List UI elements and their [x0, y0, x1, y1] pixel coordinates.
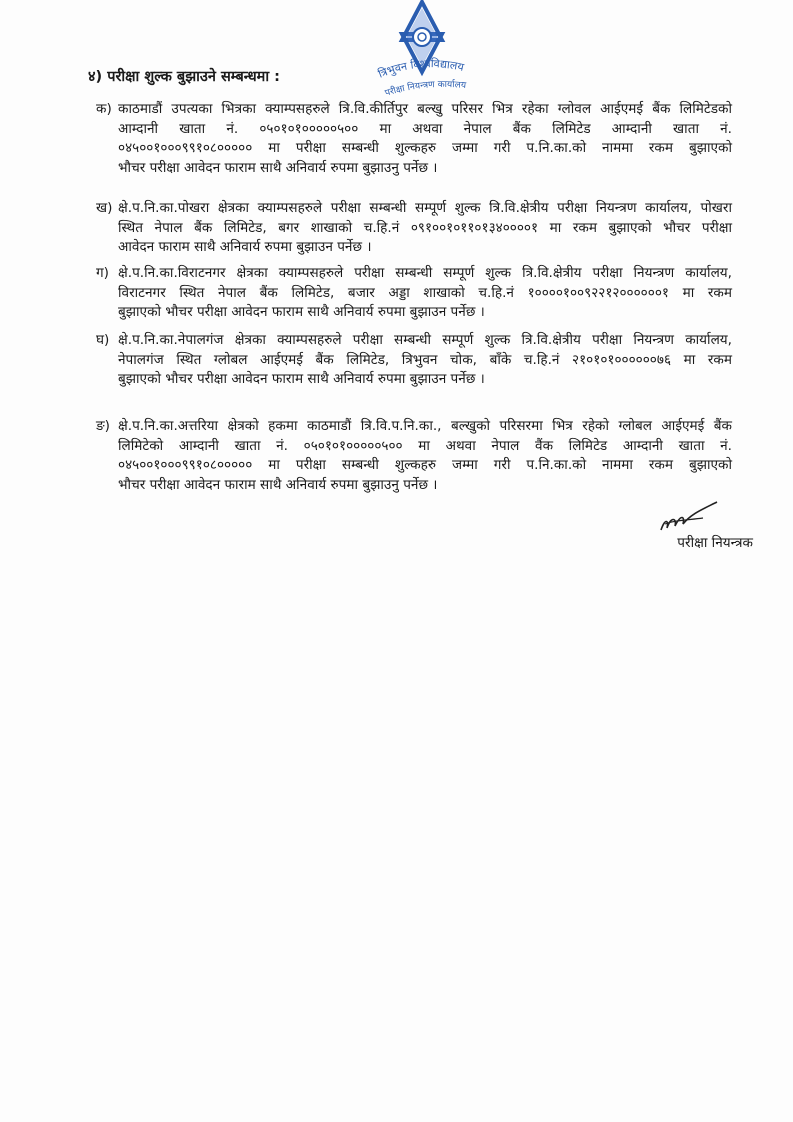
paragraph-body [118, 100, 732, 178]
paragraph-body [118, 417, 732, 495]
paragraph-3 [96, 264, 732, 323]
text-line: क्षे.प.नि.का.नेपालगंज क्षेत्रका क्याम्पसहरुले परीक्षा सम्बन्धी सम्पूर्ण शुल्क त्रि.वि.क्षेत्रीय परीक्षा नियन्त्रण कार्यालय, [118, 332, 732, 348]
paragraph-body [118, 331, 732, 390]
paragraph-label: ख) [96, 200, 113, 216]
text-line: ०४५००१०००९९१०८००००० मा परीक्षा सम्बन्धी शुल्कहरु जम्मा गरी प.नि.का.को नाममा रकम बुझाएको [118, 457, 732, 473]
text-line: विराटनगर स्थित नेपाल बैंक लिमिटेड, बजार अड्डा शाखाको च.हि.नं १००००१००९२२१२००००००१ मा रकम [118, 284, 732, 301]
seal-text-bottom: परीक्षा नियन्त्रण कार्यालय [383, 79, 467, 99]
section-heading: ४) परीक्षा शुल्क बुझाउने सम्बन्धमा : [88, 69, 280, 85]
text-line: भौचर परीक्षा आवेदन फाराम साथै अनिवार्य रुपमा बुझाउनु पर्नेछ । [118, 476, 438, 493]
text-line: लिमिटेको आम्दानी खाता नं. ०५०१०१०००००५०० मा अथवा नेपाल वैंक लिमिटेड आम्दानी खाता नं. [118, 437, 732, 454]
paragraph-body [118, 264, 732, 323]
svg-text:त्रिभुवन विश्वविद्यालय [376, 57, 465, 81]
text-line: स्थित नेपाल बैंक लिमिटेड, बगर शाखाको च.हि.नं ०९१००१०११०१३४००००१ मा रकम बुझाएको भौचर परीक्षा [118, 219, 732, 236]
signer-title: परीक्षा नियन्त्रक [677, 535, 753, 551]
text-line: क्षे.प.नि.का.पोखरा क्षेत्रका क्याम्पसहरुले परीक्षा सम्बन्धी सम्पूर्ण शुल्क त्रि.वि.क्षेत्रीय परीक्षा नियन्त्रण कार्यालय, पोखरा [118, 200, 732, 216]
text-line: बुझाएको भौचर परीक्षा आवेदन फाराम साथै अनिवार्य रुपमा बुझाउन पर्नेछ । [118, 304, 485, 320]
text-line: नेपालगंज स्थित ग्लोबल आईएमई बैंक लिमिटेड, त्रिभुवन चोक, बाँके च.हि.नं २१०१०१००००००७६ मा रकम [118, 351, 732, 368]
text-line: क्षे.प.नि.का.विराटनगर क्षेत्रका क्याम्पसहरुले परीक्षा सम्बन्धी सम्पूर्ण शुल्क त्रि.वि.क्षेत्रीय परीक्षा नियन्त्रण कार्यालय, [118, 265, 732, 281]
text-line: आम्दानी खाता नं. ०५०१०१०००००५०० मा अथवा नेपाल बैंक लिमिटेड आम्दानी खाता नं. [118, 120, 732, 137]
signature-icon [655, 500, 725, 536]
paragraph-2 [96, 199, 732, 258]
paragraph-label: ङ) [96, 418, 110, 434]
text-line: बुझाएको भौचर परीक्षा आवेदन फाराम साथै अनिवार्य रुपमा बुझाउन पर्नेछ । [118, 371, 485, 387]
text-line: क्षे.प.नि.का.अत्तरिया क्षेत्रको हकमा काठमाडौं त्रि.वि.प.नि.का., बल्खुको परिसरमा भित्र रहेको ग्लोबल आईएमई बैंक [118, 418, 732, 434]
text-line: ०४५००१०००९९१०८००००० मा परीक्षा सम्बन्धी शुल्कहरु जम्मा गरी प.नि.का.को नाममा रकम बुझाएको [118, 140, 732, 156]
paragraph-label: ग) [96, 265, 109, 281]
svg-text:परीक्षा नियन्त्रण कार्यालय [384, 78, 467, 99]
paragraph-4 [96, 331, 732, 390]
text-line: काठमाडौं उपत्यका भित्रका क्याम्पसहरुले त्रि.वि.कीर्तिपुर बल्खु परिसर भित्र रहेका ग्लोवल आईएमई बैंक लिमिटेडको [118, 101, 732, 117]
text-line: भौचर परीक्षा आवेदन फाराम साथै अनिवार्य रुपमा बुझाउनु पर्नेछ । [118, 159, 438, 176]
text-line: आवेदन फाराम साथै अनिवार्य रुपमा बुझाउन पर्नेछ । [118, 239, 372, 255]
paragraph-1 [96, 100, 732, 178]
paragraph-body [118, 199, 732, 258]
paragraph-label: क) [96, 101, 112, 117]
seal-text-top: त्रिभुवन विश्वविद्यालय [376, 57, 466, 81]
paragraph-5 [96, 417, 732, 495]
university-seal-icon [372, 0, 472, 112]
paragraph-label: घ) [96, 332, 110, 348]
